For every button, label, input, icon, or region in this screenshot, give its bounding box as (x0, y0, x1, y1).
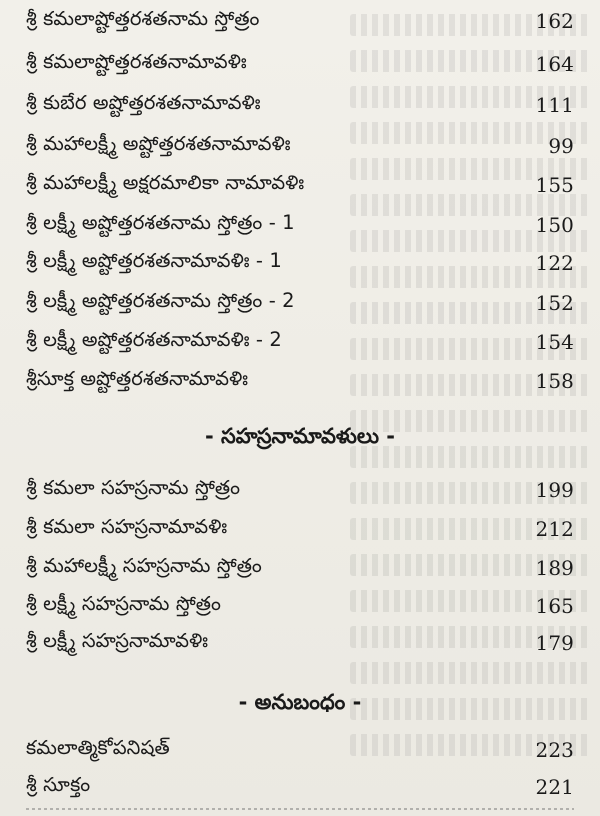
entry-title: శ్రీ కుబేర అష్టోత్తరశతనామావళిః (26, 91, 261, 114)
entry-page-number: 223 (535, 738, 574, 762)
entry-page-number: 152 (535, 291, 574, 315)
toc-entry (26, 86, 574, 124)
entry-page-number: 199 (535, 478, 574, 502)
entry-title: శ్రీ కమలా సహస్రనామావళిః (26, 515, 228, 538)
entry-title: శ్రీ లక్ష్మీ అష్టోత్తరశతనామావళిః - 1 (26, 249, 282, 272)
entry-title: శ్రీ లక్ష్మీ అష్టోత్తరశతనామావళిః - 2 (26, 328, 282, 351)
toc-entry (26, 549, 574, 587)
toc-entry (26, 244, 574, 282)
entry-page-number: 99 (548, 134, 574, 158)
toc-entry (26, 768, 574, 806)
entry-page-number: 179 (535, 631, 574, 655)
toc-entry (26, 510, 574, 548)
toc-entry (26, 587, 574, 625)
toc-entry (26, 471, 574, 509)
entry-page-number: 158 (535, 369, 574, 393)
entry-title: శ్రీ మహాలక్ష్మీ అష్టోత్తరశతనామావళిః (26, 132, 291, 155)
entry-page-number: 162 (535, 9, 574, 33)
toc-entry (26, 362, 574, 400)
entry-page-number: 155 (535, 173, 574, 197)
toc-entry (26, 323, 574, 361)
entry-title: శ్రీ సూక్తం (26, 773, 91, 796)
entry-title: శ్రీ లక్ష్మీ సహస్రనామ స్తోత్రం (26, 592, 221, 615)
toc-entry (26, 45, 574, 83)
section-heading: - అనుబంధం - (238, 690, 362, 714)
toc-entry (26, 2, 574, 40)
page-edge-rule (26, 808, 574, 810)
entry-page-number: 111 (535, 93, 574, 117)
entry-page-number: 221 (535, 775, 574, 799)
entry-page-number: 150 (535, 213, 574, 237)
entry-title: శ్రీ కమలా సహస్రనామ స్తోత్రం (26, 476, 241, 499)
entry-page-number: 164 (535, 52, 574, 76)
entry-title: శ్రీ మహాలక్ష్మీ అక్షరమాలికా నామావళిః (26, 171, 305, 194)
entry-title: శ్రీ లక్ష్మీ అష్టోత్తరశతనామ స్తోత్రం - 1 (26, 211, 295, 234)
toc-entry (26, 731, 574, 769)
entry-page-number: 212 (535, 517, 574, 541)
toc-entry (26, 206, 574, 244)
section-heading: - సహస్రనామావళులు - (204, 424, 396, 448)
entry-page-number: 189 (535, 556, 574, 580)
entry-title: కమలాత్మికోపనిషత్ (26, 736, 170, 759)
entry-title: శ్రీ కమలాష్టోత్తరశతనామ స్తోత్రం (26, 7, 260, 30)
entry-page-number: 154 (535, 330, 574, 354)
entry-title: శ్రీ మహాలక్ష్మీ సహస్రనామ స్తోత్రం (26, 554, 262, 577)
toc-entry (26, 624, 574, 662)
entry-title: శ్రీ కమలాష్టోత్తరశతనామావళిః (26, 50, 247, 73)
entry-title: శ్రీ లక్ష్మీ సహస్రనామావళిః (26, 629, 209, 652)
toc-entry (26, 284, 574, 322)
toc-entry (26, 166, 574, 204)
toc-entry (26, 127, 574, 165)
entry-title: శ్రీసూక్త అష్టోత్తరశతనామావళిః (26, 367, 249, 390)
entry-title: శ్రీ లక్ష్మీ అష్టోత్తరశతనామ స్తోత్రం - 2 (26, 289, 295, 312)
entry-page-number: 122 (535, 251, 574, 275)
entry-page-number: 165 (535, 594, 574, 618)
